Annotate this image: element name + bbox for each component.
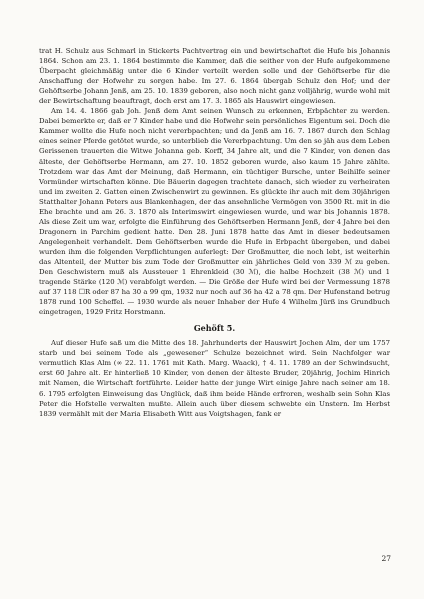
text-block-before <box>39 46 390 317</box>
section-heading: Gehöft 5. <box>193 323 236 334</box>
paragraph: Auf dieser Hufe saß um die Mitte des 18. Jahrhunderts der Hauswirt Jochen Alm, der um 1757 starb und bei seinem Tode als „gewesener“ Schulze bezeichnet wird. Sein Nachfolger war vermutlich Klas Alm (∞ 22. 11. 1761 mit Kath. Marg. Waack), † 4. 11. 1789 an der Schwindsucht, erst 60 Jahre alt. Er hinterließ 10 Kinder, von denen der älteste Bruder, 20jährig, Jochim Hinrich mit Namen, die Wirtschaft fortführte. Leider hatte der junge Wirt einige Jahre nach seiner am 18. 6. 1795 erfolgten Einweisung das Unglück, daß ihm beide Hände erfroren, weshalb sein Sohn Klas Peter die Hofstelle verwalten mußte. Allein auch über diesem schwebte ein Unstern. Im Herbst 1839 vermählt mit der Maria Elisabeth Witt aus Voigtshagen, fank er <box>39 339 390 418</box>
text-block-after <box>39 338 390 418</box>
page-number: 27 <box>381 554 391 563</box>
paragraph: Am 14. 4. 1866 gab Joh. Jenß dem Amt seinen Wunsch zu erkennen, Erbpächter zu werden. Dabei bemerkte er, daß er 7 Kinder habe und die Hofwehr sein persönliches Eigentum sei. Doch die Kammer wollte die Hufe noch nicht vererbpachten; und da Jenß am 16. 7. 1867 durch den Schlag eines seiner Pferde getötet wurde, so unterblieb die Vererbpachtung. Um den so jäh aus dem Leben Gerissenen trauerten die Witwe Johanna geb. Korff, 34 Jahre alt, und die 7 Kinder, von denen das älteste, der Gehöftserbe Hermann, am 27. 10. 1852 geboren wurde, also kaum 15 Jahre zählte. Trotzdem war das Amt der Meinung, daß Hermann, ein tüchtiger Bursche, unter Beihilfe seiner Vormünder wirtschaften könne. Die Bäuerin dagegen trachtete danach, sich wieder zu verheiraten und im zweiten 2. Gatten einen Zwischenwirt zu gewinnen. Es glückte ihr auch mit dem 30jährigen Statthalter Johann Peters aus Blankenhagen, der das ansehnliche Vermögen von 3500 Rt. mit in die Ehe brachte und am 26. 3. 1870 als Interimswirt eingewiesen wurde, und war bis Johannis 1878. Als diese Zeit um war, erfolgte die Einführung des Gehöftserben Hermann Jenß, der 4 Jahre bei den Dragonern in Parchim gedient hatte. Den 28. Juni 1878 hatte das Amt in dieser bedeutsamen Angelegenheit verhandelt. Dem Gehöftserben wurde die Hufe in Erbpacht übergeben, und dabei wurden ihm die folgenden Verpflichtungen auferlegt: Der Großmutter, die noch lebt, ist weiterhin das Altenteil, der Mutter bis zum Tode der Großmutter ein jährliches Geld von 339 ℳ zu geben. Den Geschwistern muß als Aussteuer 1 Ehrenkleid (30 ℳ), die halbe Hochzeit (38 ℳ) und 1 tragende Stärke (120 ℳ) verabfolgt werden. — Die Größe der Hufe wird bei der Vermessung 1878 auf 37 118 ☐R oder 87 ha 30 a 99 qm, 1932 nur noch auf 36 ha 42 a 78 qm. Der Hufenstand betrug 1878 rund 100 Scheffel. — 1930 wurde als neuer Inhaber der Hufe 4 Wilhelm Jürß ins Grundbuch eingetragen, 1929 Fritz Horstmann. <box>39 107 390 317</box>
paragraph: trat H. Schulz aus Schmarl in Stickerts Pachtvertrag ein und bewirtschaftet die Hufe bis Johannis 1864. Schon am 23. 1. 1864 bestimmte die Kammer, daß die seither von der Hufe aufgekommene Überpacht gleichmäßig unter die 6 Kinder verteilt werden solle und der Gehöftserbe für die Anschaffung der Hofwehr zu sorgen habe. Im 27. 6. 1864 übergab Schulz den Hof; und der Gehöftserbe Johann Jenß, am 25. 10. 1839 geboren, also noch nicht ganz volljährig, wurde wohl mit der Bewirtschaftung beauftragt, doch erst am 17. 3. 1865 als Hauswirt eingewiesen. <box>39 47 390 106</box>
